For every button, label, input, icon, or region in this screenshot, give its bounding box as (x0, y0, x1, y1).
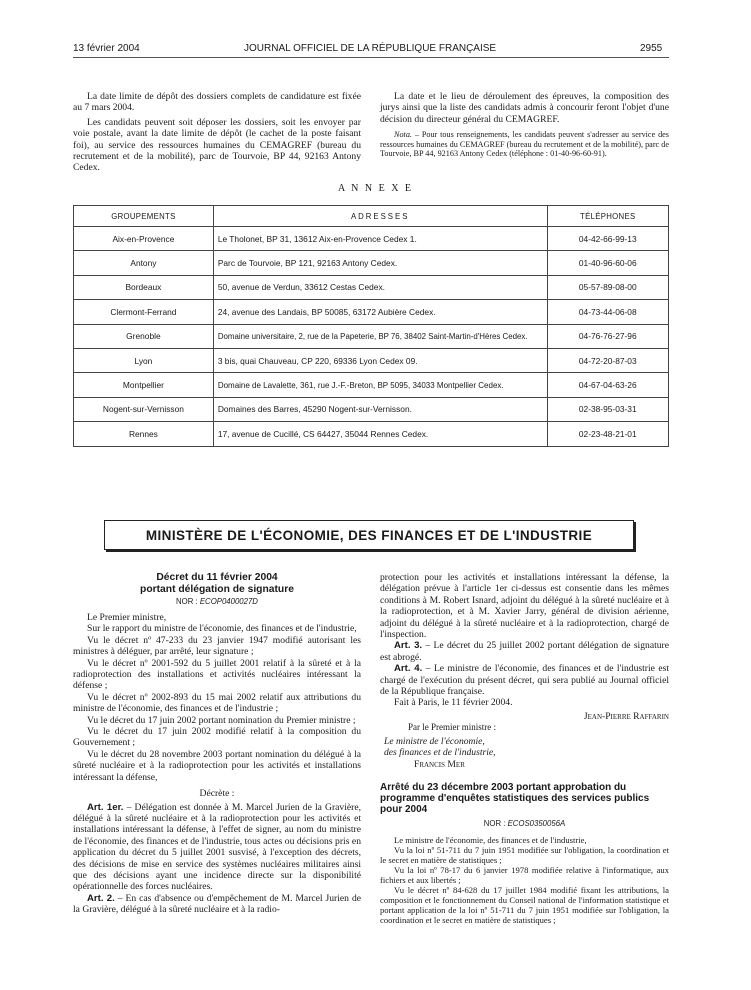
top-right-column (380, 91, 669, 159)
header-page-number: 2955 (640, 43, 663, 54)
submission-paragraph: Les candidats peuvent soit déposer les dossiers, soit les envoyer par voie postale, avant la date limite de dépôt (le cachet de la poste faisant foi), au service des ressources humaines du CEMAGREF (bureau du recrutement et de la mobilité), parc de Tourvoie, BP 44, 92163 Antony Cedex. (73, 116, 361, 174)
cell-telephone: 05-57-89-08-00 (547, 275, 668, 299)
article-3 (380, 640, 669, 663)
article-1-text: – Délégation est donnée à M. Marcel Jurien de la Gravière, délégué à la sûreté nucléaire et à la radioprotection pour les activités et installations intéressant la défense, à l'effet de signer, au nom du ministre de l'économie, des finances et de l'industrie, tous actes ou décisions pris en application du décret du 5 juillet 2001 susvisé, à l'exception des décrets, des décisions de mise en service des systèmes nucléaires militaires ainsi que des décisions ayant une incidence directe sur la disponibilité opérationnelle des forces nucléaires. (73, 801, 361, 893)
ministry-banner (104, 520, 634, 550)
cell-adresse: 17, avenue de Cucillé, CS 64427, 35044 Rennes Cedex. (213, 422, 547, 446)
decrete-heading: Décrète : (199, 788, 235, 800)
arrete-paragraph: Le ministre de l'économie, des finances et de l'industrie, (394, 835, 587, 846)
arrete-nor (380, 818, 669, 829)
column-header-adresses: ADRESSES (213, 206, 547, 227)
table-row (74, 275, 669, 299)
arrete-nor-code: ECOS0350056A (507, 818, 566, 828)
arrete-body (380, 835, 669, 925)
article-2 (73, 893, 361, 916)
deadline-paragraph: La date limite de dépôt des dossiers complets de candidature est fixée au 7 mars 2004. (73, 91, 361, 114)
cell-adresse: 50, avenue de Verdun, 33612 Cestas Cedex. (213, 275, 547, 299)
arrete-paragraph: Vu la loi nº 78-17 du 6 janvier 1978 modifiée relative à l'informatique, aux fichiers et aux libertés ; (380, 865, 669, 886)
arrete-paragraph: Vu la loi nº 51-711 du 7 juin 1951 modifiée sur l'obligation, la coordination et le secret en matière de statistiques ; (380, 845, 669, 866)
ministry-title: MINISTÈRE DE L'ÉCONOMIE, DES FINANCES ET DE L'INDUSTRIE (145, 527, 593, 543)
cell-telephone: 04-67-04-63-26 (547, 373, 668, 397)
decret-column-left (73, 572, 361, 916)
cell-groupement: Bordeaux (74, 275, 214, 299)
table-row (74, 251, 669, 275)
article-3-text: – Le décret du 25 juillet 2002 portant délégation de signature est abrogé. (380, 640, 669, 663)
top-left-column (73, 91, 361, 174)
decret-nor-code: ECOP0400027D (199, 597, 258, 606)
decret-paragraph: Vu le décret du 17 juin 2002 portant nomination du Premier ministre ; (87, 714, 356, 726)
decret-column-right (380, 572, 669, 925)
column-header-groupements: GROUPEMENTS (74, 206, 214, 227)
cell-groupement: Montpellier (74, 373, 214, 397)
column-header-telephones: TÉLÉPHONES (547, 206, 668, 227)
annexe-table (73, 205, 669, 447)
cell-telephone: 02-38-95-03-31 (547, 397, 668, 421)
cell-adresse: Domaine universitaire, 2, rue de la Papeterie, BP 76, 38402 Saint-Martin-d'Hères Cedex. (213, 324, 547, 348)
table-row (74, 324, 669, 348)
table-row (74, 422, 669, 446)
decret-nor (73, 597, 361, 606)
cell-telephone: 04-42-66-99-13 (547, 227, 668, 251)
nota-text: – Pour tous renseignements, les candidats peuvent s'adresser au service des ressources humaines du CEMAGREF (bureau du recrutement et de la mobilité), parc de Tourvoie, BP 44, 92163 Antony Cedex (téléphone : 01-40-96-60-91). (380, 130, 669, 159)
decret-title (73, 572, 361, 595)
decret-title-line2: portant délégation de signature (140, 583, 294, 595)
article-3-label: Art. 3. (394, 640, 423, 652)
table-row (74, 227, 669, 251)
table-header-row (74, 206, 669, 227)
article-2-label: Art. 2. (87, 892, 115, 904)
arrete-paragraph: Vu le décret nº 84-628 du 17 juillet 1984 modifié fixant les attributions, la composition et le fonctionnement du Conseil national de l'information statistique et portant application de la loi nº 51-711 du 7 juin 1951 modifiée sur l'obligation, la coordination et le secret en matière de statistiques ; (380, 885, 669, 926)
cell-adresse: Parc de Tourvoie, BP 121, 92163 Antony Cedex. (213, 251, 547, 275)
article-4-label: Art. 4. (394, 663, 423, 675)
article-1 (73, 802, 361, 893)
article-2-continued: protection pour les activités et installations intéressant la défense, la délégation prévue à l'article 1er ci-dessus est consentie dans les mêmes conditions à M. Robert Isnard, adjoint du délégué à la sûreté nucléaire et à la radioprotection, et à M. Xavier Jarry, général de division aérienne, adjoint du délégué à la sûreté nucléaire et à la radioprotection, chargé de l'inspection. (380, 572, 669, 641)
cell-adresse: 3 bis, quai Chauveau, CP 220, 69336 Lyon Cedex 09. (213, 348, 547, 372)
decret-paragraph: Sur le rapport du ministre de l'économie, des finances et de l'industrie, (87, 623, 357, 635)
article-4 (380, 663, 669, 697)
cell-telephone: 04-73-44-06-08 (547, 300, 668, 324)
cell-telephone: 04-72-20-87-03 (547, 348, 668, 372)
nota-label: Nota. (394, 130, 412, 140)
article-4-text: – Le ministre de l'économie, des finances et de l'industrie est chargé de l'exécution du présent décret, qui sera publié au Journal officiel de la République française. (380, 663, 669, 698)
cell-groupement: Nogent-sur-Vernisson (74, 397, 214, 421)
signatory-name: Jean-Pierre Raffarin (583, 710, 669, 722)
cell-adresse: Domaines des Barres, 45290 Nogent-sur-Vernisson. (213, 397, 547, 421)
cell-groupement: Grenoble (74, 324, 214, 348)
arrete-title: Arrêté du 23 décembre 2003 portant approbation du programme d'enquêtes statistiques des services publics pour 2004 (380, 781, 650, 815)
minister-title-line2: des finances et de l'industrie, (384, 747, 496, 759)
exam-schedule-paragraph: La date et le lieu de déroulement des épreuves, la composition des jurys ainsi que la liste des candidats admis à concourir feront l'objet d'une décision du directeur général du CEMAGREF. (380, 91, 669, 125)
cell-groupement: Antony (74, 251, 214, 275)
minister-title-line1: Le ministre de l'économie, (384, 735, 485, 747)
article-1-label: Art. 1er. (87, 801, 124, 813)
cell-adresse: Domaine de Lavalette, 361, rue J.-F.-Breton, BP 5095, 34033 Montpellier Cedex. (213, 373, 547, 397)
cell-adresse: Le Tholonet, BP 31, 13612 Aix-en-Provence Cedex 1. (213, 227, 547, 251)
by-prime-minister: Par le Premier ministre : (408, 722, 496, 733)
header-journal-title: JOURNAL OFFICIEL DE LA RÉPUBLIQUE FRANÇAISE (244, 43, 497, 54)
table-row (74, 373, 669, 397)
cell-groupement: Lyon (74, 348, 214, 372)
decret-title-line1: Décret du 11 février 2004 (156, 572, 278, 583)
annexe-title: A N N E X E (337, 183, 414, 194)
header-date: 13 février 2004 (73, 43, 140, 54)
decret-paragraph: Vu le décret du 28 novembre 2003 portant nomination du délégué à la sûreté nucléaire et à la radioprotection pour les activités et installations intéressant la défense, (73, 748, 361, 783)
cell-groupement: Rennes (74, 422, 214, 446)
cell-groupement: Clermont-Ferrand (74, 300, 214, 324)
nota-paragraph (380, 130, 669, 159)
minister-name: Francis Mer (414, 758, 465, 770)
decret-paragraph: Le Premier ministre, (87, 612, 167, 623)
table-row (74, 300, 669, 324)
cell-telephone: 01-40-96-60-06 (547, 251, 668, 275)
table-row (74, 397, 669, 421)
decret-body (73, 612, 361, 916)
signature-date: Fait à Paris, le 11 février 2004. (394, 697, 513, 709)
decret-paragraph: Vu le décret du 17 juin 2002 modifié relatif à la composition du Gouvernement ; (73, 726, 361, 749)
header-rule (73, 57, 669, 58)
decret-nor-label: NOR : (176, 597, 200, 606)
decret-paragraph: Vu le décret nº 2002-893 du 15 mai 2002 relatif aux attributions du ministre de l'économie, des finances et de l'industrie ; (73, 691, 361, 715)
decret-paragraph: Vu le décret nº 2001-592 du 5 juillet 2001 relatif à la sûreté et à la radioprotection des installations et activités nucléaires intéressant la défense ; (73, 657, 361, 692)
cell-groupement: Aix-en-Provence (74, 227, 214, 251)
article-2-text: – En cas d'absence ou d'empêchement de M. Marcel Jurien de la Gravière, délégué à la sûreté nucléaire et à la radio- (73, 892, 361, 916)
arrete-nor-label: NOR : (483, 818, 508, 828)
decret-paragraph: Vu le décret nº 47-233 du 23 janvier 1947 modifié autorisant les ministres à déléguer, par arrêté, leur signature ; (73, 634, 361, 658)
cell-adresse: 24, avenue des Landais, BP 50085, 63172 Aubière Cedex. (213, 300, 547, 324)
cell-telephone: 02-23-48-21-01 (547, 422, 668, 446)
table-row (74, 348, 669, 372)
cell-telephone: 04-76-76-27-96 (547, 324, 668, 348)
